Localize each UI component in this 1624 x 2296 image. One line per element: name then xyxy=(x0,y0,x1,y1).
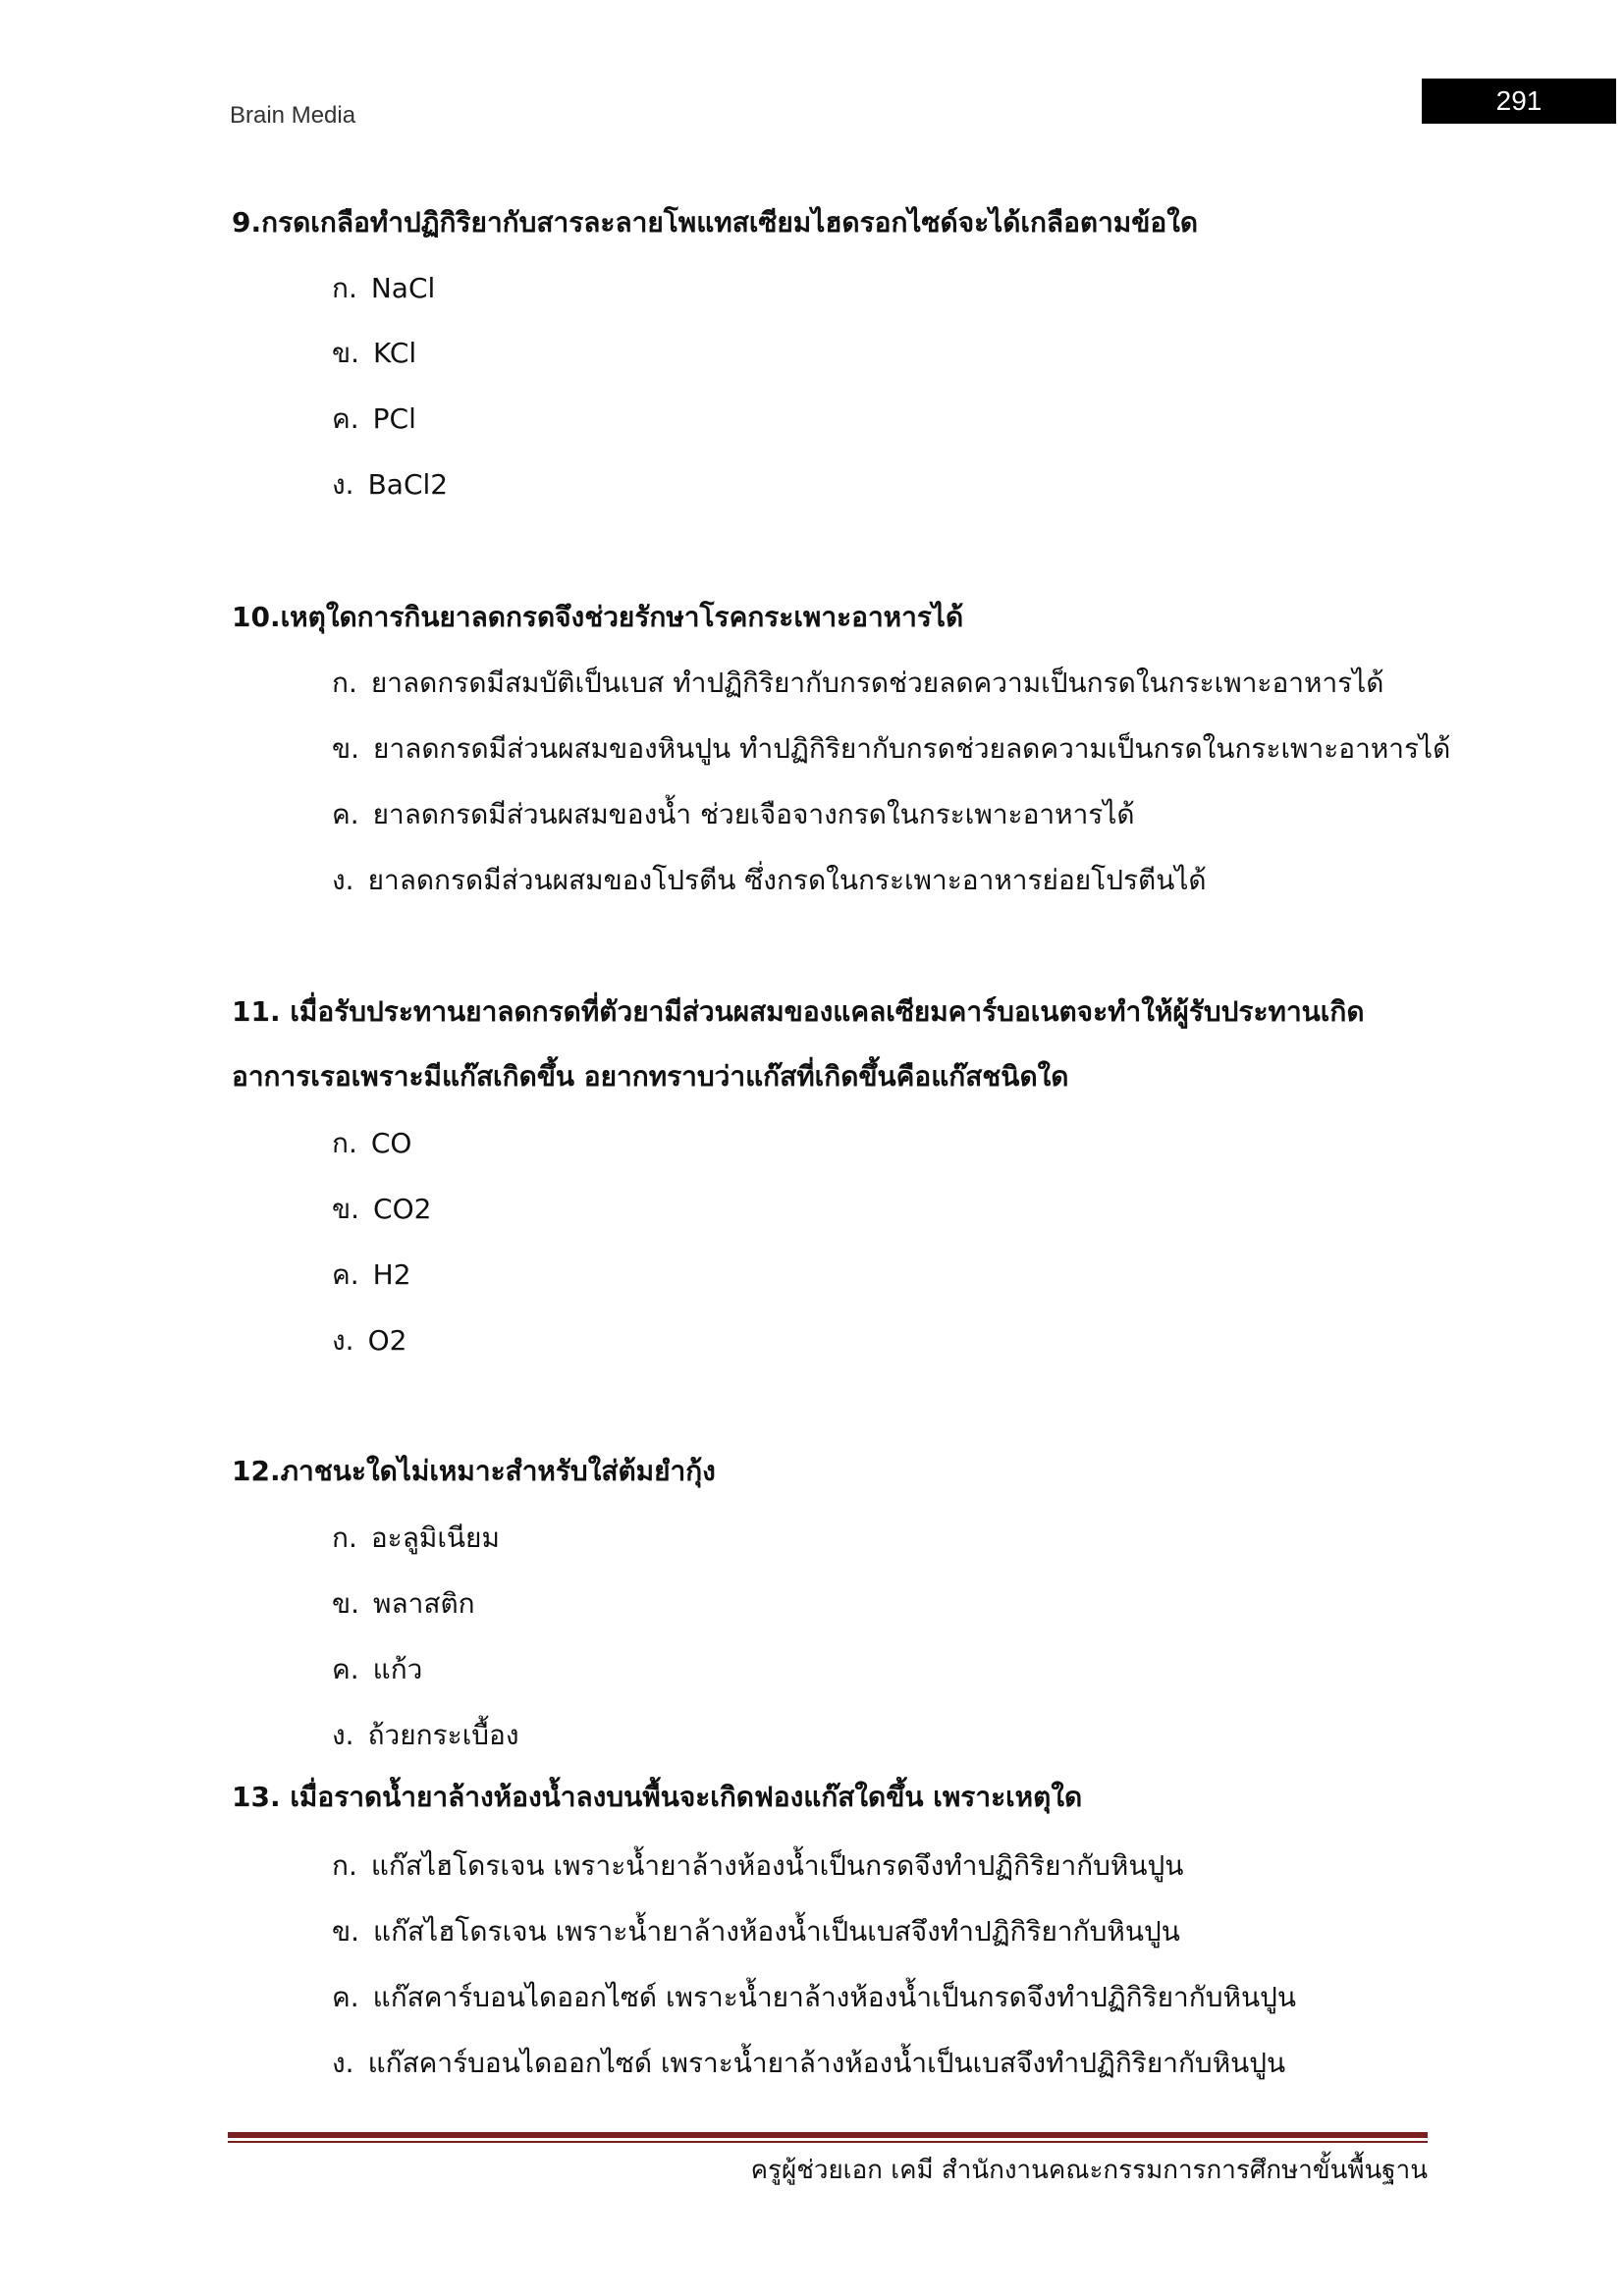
option-label: ข. xyxy=(332,732,360,765)
option-text: ถ้วยกระเบื้อง xyxy=(367,1719,519,1751)
option-label: ง. xyxy=(332,864,354,896)
option-13c xyxy=(332,1978,1296,2017)
option-13d xyxy=(332,2044,1285,2083)
option-text: แก้ว xyxy=(372,1653,423,1685)
page-number-badge xyxy=(1422,79,1616,124)
question-13-title: 13. เมื่อราดน้ำยาล้างห้องน้ำลงบนพื้นจะเกิดฟองแก๊สใดขึ้น เพราะเหตุใด xyxy=(232,1781,1083,1813)
question-11-title: 11. เมื่อรับประทานยาลดกรดที่ตัวยามีส่วนผสมของแคลเซียมคาร์บอเนตจะทำให้ผู้รับประทานเกิด xyxy=(232,995,1365,1028)
option-label: ข. xyxy=(332,1587,360,1620)
option-text: H2 xyxy=(372,1258,411,1291)
option-label: ค. xyxy=(332,402,359,435)
option-label: ค. xyxy=(332,1981,359,2013)
option-text: PCl xyxy=(372,402,416,435)
option-9b xyxy=(332,334,416,373)
option-10d xyxy=(332,861,1207,900)
option-text: แก๊สไฮโดรเจน เพราะน้ำยาล้างห้องน้ำเป็นเบสจึงทำปฏิกิริยากับหินปูน xyxy=(373,1915,1180,1948)
footer-divider-thin xyxy=(228,2141,1428,2143)
option-text: NaCl xyxy=(370,272,436,304)
option-9d xyxy=(332,465,448,505)
option-label: ง. xyxy=(332,468,354,501)
option-13a xyxy=(332,1846,1183,1886)
option-label: ง. xyxy=(332,2047,354,2079)
option-text: ยาลดกรดมีส่วนผสมของโปรตีน ซึ่งกรดในกระเพาะอาหารย่อยโปรตีนได้ xyxy=(367,864,1207,896)
footer-divider xyxy=(228,2132,1428,2138)
option-label: ก. xyxy=(332,1522,357,1554)
option-text: ยาลดกรดมีสมบัติเป็นเบส ทำปฏิกิริยากับกรดช่วยลดความเป็นกรดในกระเพาะอาหารได้ xyxy=(370,667,1384,699)
option-10c xyxy=(332,795,1135,834)
option-label: ข. xyxy=(332,1193,360,1225)
option-12c xyxy=(332,1650,422,1689)
option-text: ยาลดกรดมีส่วนผสมของน้ำ ช่วยเจือจางกรดในกระเพาะอาหารได้ xyxy=(372,798,1135,830)
option-text: พลาสติก xyxy=(373,1587,475,1620)
page-number: 291 xyxy=(1495,85,1543,116)
option-text: แก๊สคาร์บอนไดออกไซด์ เพราะน้ำยาล้างห้องน้ำเป็นเบสจึงทำปฏิกิริยากับหินปูน xyxy=(367,2047,1286,2079)
option-11a xyxy=(332,1124,411,1163)
footer-text: ครูผู้ช่วยเอก เคมี สำนักงานคณะกรรมการการศึกษาขั้นพื้นฐาน xyxy=(750,2156,1428,2185)
option-text: KCl xyxy=(373,337,417,369)
option-label: ง. xyxy=(332,1719,354,1751)
option-text: BaCl2 xyxy=(367,468,449,501)
option-label: ก. xyxy=(332,667,357,699)
option-text: O2 xyxy=(367,1324,407,1357)
option-label: ง. xyxy=(332,1324,354,1357)
option-label: ก. xyxy=(332,272,357,304)
question-9-title: 9.กรดเกลือทำปฏิกิริยากับสารละลายโพแทสเซียมไฮดรอกไซด์จะได้เกลือตามข้อใด xyxy=(232,206,1199,239)
question-12-title: 12.ภาชนะใดไม่เหมาะสำหรับใส่ต้มยำกุ้ง xyxy=(232,1455,716,1487)
option-11b xyxy=(332,1190,431,1229)
option-13b xyxy=(332,1912,1180,1951)
option-label: ข. xyxy=(332,337,360,369)
option-label: ก. xyxy=(332,1849,357,1882)
option-text: อะลูมิเนียม xyxy=(370,1522,500,1554)
option-label: ก. xyxy=(332,1127,357,1159)
option-12b xyxy=(332,1584,475,1624)
option-9a xyxy=(332,269,435,308)
option-label: ค. xyxy=(332,798,359,830)
option-label: ค. xyxy=(332,1653,359,1685)
option-10b xyxy=(332,729,1450,769)
option-text: ยาลดกรดมีส่วนผสมของหินปูน ทำปฏิกิริยากับกรดช่วยลดความเป็นกรดในกระเพาะอาหารได้ xyxy=(373,732,1451,765)
option-11c xyxy=(332,1255,411,1295)
option-text: CO2 xyxy=(373,1193,432,1225)
option-text: แก๊สคาร์บอนไดออกไซด์ เพราะน้ำยาล้างห้องน้ำเป็นกรดจึงทำปฏิกิริยากับหินปูน xyxy=(372,1981,1297,2013)
option-12a xyxy=(332,1519,500,1558)
option-label: ข. xyxy=(332,1915,360,1948)
brand-label: Brain Media xyxy=(230,102,356,129)
option-10a xyxy=(332,664,1383,703)
option-text: แก๊สไฮโดรเจน เพราะน้ำยาล้างห้องน้ำเป็นกรดจึงทำปฏิกิริยากับหินปูน xyxy=(370,1849,1184,1882)
option-12d xyxy=(332,1716,519,1755)
option-9c xyxy=(332,400,416,439)
option-11d xyxy=(332,1321,406,1361)
option-text: CO xyxy=(370,1127,412,1159)
option-label: ค. xyxy=(332,1258,359,1291)
question-10-title: 10.เหตุใดการกินยาลดกรดจึงช่วยรักษาโรคกระเพาะอาหารได้ xyxy=(232,601,964,633)
question-11-title-line2: อาการเรอเพราะมีแก๊สเกิดขึ้น อยากทราบว่าแก๊สที่เกิดขึ้นคือแก๊สชนิดใด xyxy=(232,1060,1069,1093)
